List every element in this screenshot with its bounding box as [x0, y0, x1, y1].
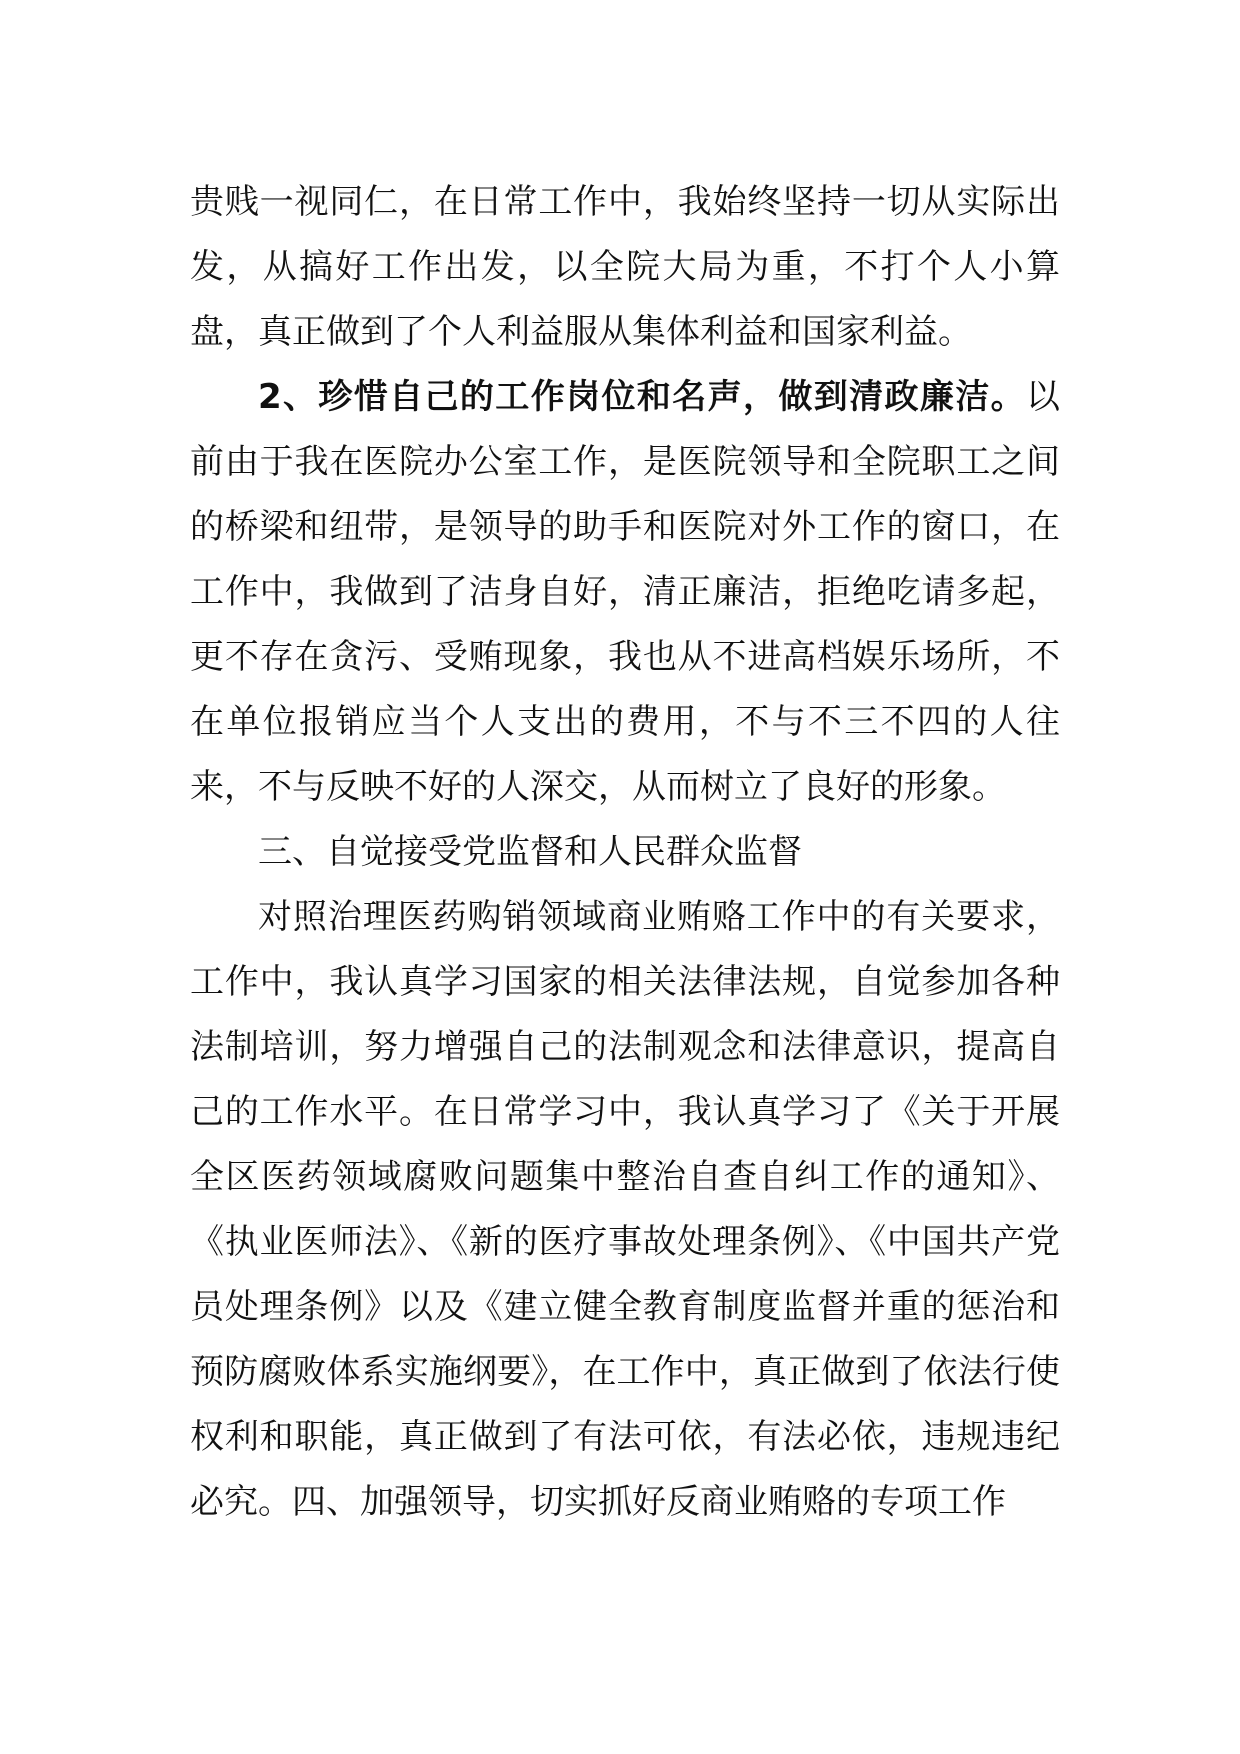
paragraph-continuation: 贵贱一视同仁，在日常工作中，我始终坚持一切从实际出发，从搞好工作出发，以全院大局为重，不打个人小算盘，真正做到了个人利益服从集体利益和国家利益。 — [190, 182, 1060, 352]
paragraph-item-2 — [190, 365, 1060, 820]
document-page — [190, 170, 1060, 1535]
paragraph-section-3: 对照治理医药购销领域商业贿赂工作中的有关要求，工作中，我认真学习国家的相关法律法规，自觉参加各种法制培训，努力增强自己的法制观念和法律意识，提高自己的工作水平。在日常学习中，我认真学习了《关于开展全区医药领域腐败问题集中整治自查自纠工作的通知》、《执业医师法》、《新的医疗事故处理条例》、《中国共产党员处理条例》以及《建立健全教育制度监督并重的惩治和预防腐败体系实施纲要》，在工作中，真正做到了依法行使权利和职能，真正做到了有法可依，有法必依，违规违纪必究。四、加强领导，切实抓好反商业贿赂的专项工作 — [190, 897, 1060, 1522]
item-2-body: 以前由于我在医院办公室工作，是医院领导和全院职工之间的桥梁和纽带，是领导的助手和医院对外工作的窗口，在工作中，我做到了洁身自好，清正廉洁，拒绝吃请多起，更不存在贪污、受贿现象，我也从不进高档娱乐场所，不在单位报销应当个人支出的费用，不与不三不四的人往来，不与反映不好的人深交，从而树立了良好的形象。 — [190, 377, 1060, 807]
section-3-heading: 三、自觉接受党监督和人民群众监督 — [258, 832, 802, 872]
item-2-heading: 2、珍惜自己的工作岗位和名声，做到清政廉洁。 — [258, 377, 1026, 417]
